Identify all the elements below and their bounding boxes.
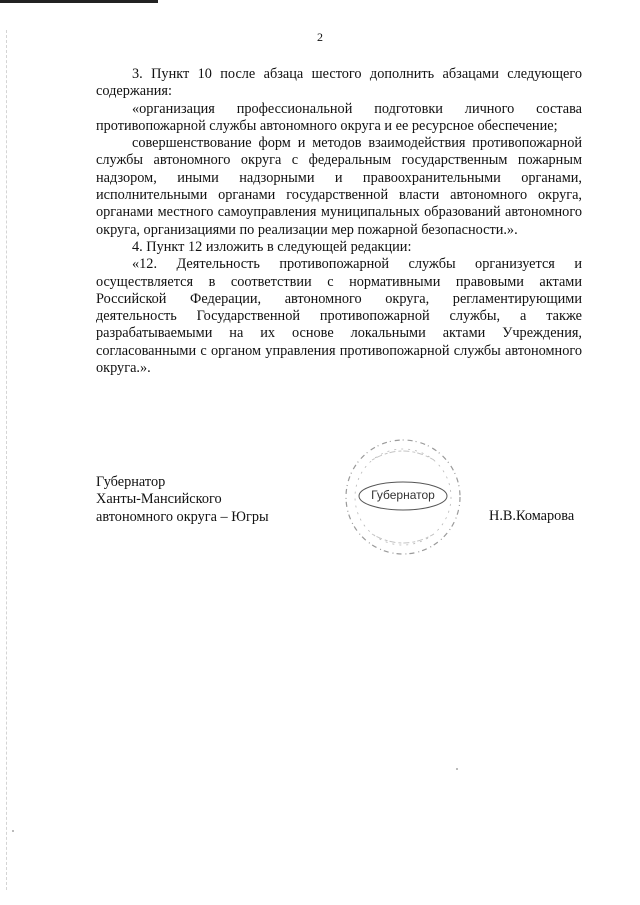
stamp-label: Губернатор [371,488,435,502]
signer-title-line-1: Губернатор [96,474,166,490]
paragraph-item-12: «12. Деятельность противопожарной службы организуется и осуществляется в соответствии с нормативными правовыми актами Российской Федерации, автономного округа, регламентирующими деятельность Государственной противопожарной службы, а также разрабатываемыми на их основе локальными актами Учреждения, согласованными с органом управления противопожарной службы автономного округа.». [96,256,582,377]
scan-speck [456,768,458,770]
paragraph-cooperation: совершенствование форм и методов взаимодействия противопожарной службы автономного округа с федеральным государственным пожарным надзором, иными надзорными и правоохранительными органами, исполнительными органами государственной власти автономного округа, органами местного самоуправления муниципальных образований автономного округа, организациями по реализации мер пожарной безопасности.». [96,135,582,238]
signer-title [96,474,269,526]
scan-speck [12,830,14,832]
page-number: 2 [317,30,323,44]
scan-edge [6,30,7,890]
paragraph-item-4: 4. Пункт 12 изложить в следующей редакции: [132,238,412,255]
paragraph-item-3: 3. Пункт 10 после абзаца шестого дополнить абзацами следующего содержания: [96,66,582,100]
official-stamp [342,436,464,558]
top-rule [0,0,158,3]
signer-name: Н.В.Комарова [489,508,575,524]
signer-title-line-3: автономного округа – Югры [96,508,269,525]
document-body [96,66,582,377]
paragraph-training: «организация профессиональной подготовки личного состава противопожарной службы автономного округа и ее ресурсное обеспечение; [96,100,582,134]
signer-title-line-2: Ханты-Мансийского [96,491,222,508]
